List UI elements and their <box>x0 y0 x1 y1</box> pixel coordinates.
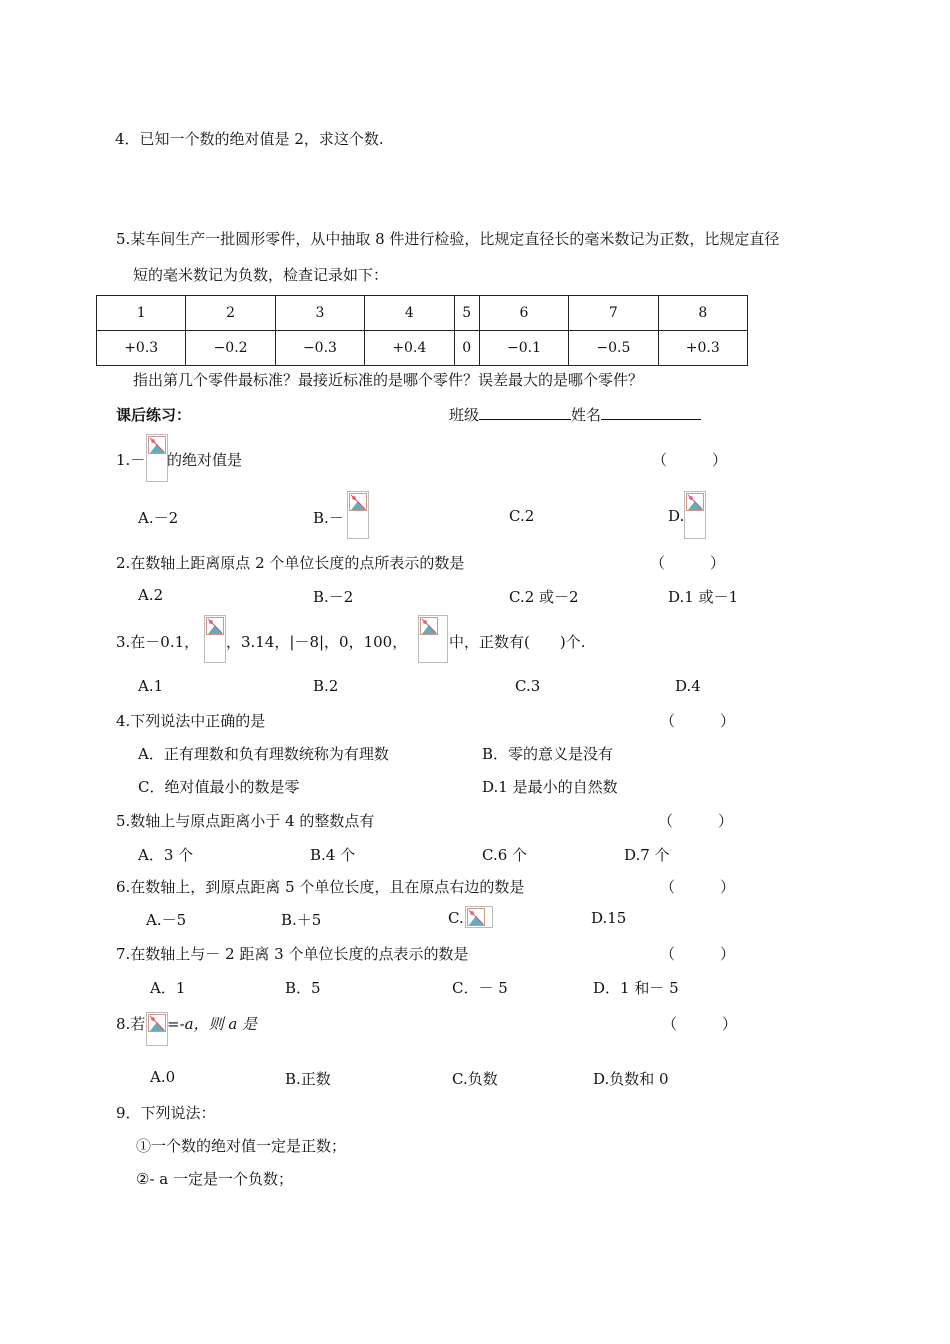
option-b: B.－ <box>313 509 344 527</box>
formula-image-icon <box>204 615 226 663</box>
answer-paren: （ ） <box>660 878 736 896</box>
option-c: C.2 或－2 <box>509 588 579 606</box>
option-c: C. <box>448 909 464 927</box>
problem-9: 9．下列说法： <box>116 1104 216 1122</box>
problem-3-post: 中，正数有( )个. <box>449 633 586 651</box>
table-cell: 1 <box>97 296 186 331</box>
statement-2: ②- a 一定是一个负数； <box>136 1170 293 1188</box>
table-cell: −0.1 <box>479 331 568 366</box>
option-a: A.－5 <box>146 911 187 929</box>
option-a: A．1 <box>150 979 186 997</box>
table-cell: −0.3 <box>275 331 364 366</box>
table-cell: −0.2 <box>186 331 275 366</box>
option-c: C．绝对值最小的数是零 <box>138 778 300 796</box>
table-cell: 4 <box>365 296 454 331</box>
table-cell: 0 <box>454 331 479 366</box>
formula-image-icon <box>146 434 168 482</box>
option-b: B.2 <box>313 677 339 695</box>
question-5-line1: 5.某车间生产一批圆形零件，从中抽取 8 件进行检验，比规定直径长的毫米数记为正数，比规定直径 <box>116 230 780 248</box>
option-a: A．3 个 <box>138 846 194 864</box>
table-cell: −0.5 <box>569 331 658 366</box>
table-cell: 3 <box>275 296 364 331</box>
option-a: A.－2 <box>138 509 179 527</box>
option-c: C.负数 <box>452 1070 498 1088</box>
name-blank[interactable] <box>601 405 701 420</box>
formula-image-icon <box>347 491 369 539</box>
option-c: C.2 <box>509 507 535 525</box>
option-d: D．1 和－ 5 <box>593 979 679 997</box>
option-d: D.1 是最小的自然数 <box>482 778 618 796</box>
table-row-values <box>97 331 748 366</box>
question-4: 4．已知一个数的绝对值是 2，求这个数. <box>115 130 384 148</box>
question-5-prompt: 指出第几个零件最标准？最接近标准的是哪个零件？误差最大的是哪个零件？ <box>133 371 644 389</box>
table-cell: 6 <box>479 296 568 331</box>
formula-image-icon <box>684 491 706 539</box>
answer-paren: （ ） <box>658 812 734 830</box>
problem-7: 7.在数轴上与－ 2 距离 3 个单位长度的点表示的数是 <box>116 945 469 963</box>
table-cell: +0.3 <box>97 331 186 366</box>
table-row-header <box>97 296 748 331</box>
problem-3-pre: 3.在－0.1， <box>116 633 200 651</box>
table-cell: 8 <box>658 296 747 331</box>
practice-title: 课后练习： <box>116 406 192 424</box>
formula-image-icon <box>146 1012 168 1046</box>
option-c: C.6 个 <box>482 846 528 864</box>
option-c: C.3 <box>515 677 541 695</box>
option-a: A.0 <box>150 1068 176 1086</box>
option-d: D.4 <box>675 677 701 695</box>
problem-5: 5.数轴上与原点距离小于 4 的整数点有 <box>116 812 375 830</box>
table-cell: 5 <box>454 296 479 331</box>
table-cell: +0.4 <box>365 331 454 366</box>
option-a: A.2 <box>138 586 164 604</box>
statement-1: ①一个数的绝对值一定是正数； <box>136 1137 347 1155</box>
option-b: B.＋5 <box>281 911 322 929</box>
option-a: A.1 <box>138 677 164 695</box>
problem-1-pre: 1.－ <box>116 451 146 469</box>
answer-paren: （ ） <box>660 712 736 730</box>
option-d: D.15 <box>591 909 627 927</box>
option-d: D.负数和 0 <box>593 1070 669 1088</box>
option-b: B．5 <box>285 979 321 997</box>
option-d: D.7 个 <box>624 846 670 864</box>
problem-3-mid: ，3.14，|－8|，0，100， <box>226 633 408 651</box>
inspection-table <box>96 295 748 366</box>
table-cell: 7 <box>569 296 658 331</box>
formula-image-icon <box>418 615 448 663</box>
problem-2: 2.在数轴上距离原点 2 个单位长度的点所表示的数是 <box>116 554 465 572</box>
question-5-line2: 短的毫米数记为负数，检查记录如下： <box>133 266 389 284</box>
option-c: C．－ 5 <box>452 979 508 997</box>
problem-4: 4.下列说法中正确的是 <box>116 712 266 730</box>
table-cell: 2 <box>186 296 275 331</box>
option-d: D. <box>668 507 685 525</box>
option-b: B.4 个 <box>310 846 356 864</box>
option-a: A．正有理数和负有理数统称为有理数 <box>138 745 389 763</box>
option-b: B．零的意义是没有 <box>482 745 614 763</box>
class-field <box>449 404 701 425</box>
option-b: B.正数 <box>285 1070 331 1088</box>
formula-image-icon <box>465 906 493 928</box>
answer-paren: （ ） <box>660 945 736 963</box>
table-cell: +0.3 <box>658 331 747 366</box>
problem-1-post: 的绝对值是 <box>167 451 243 469</box>
problem-8-pre: 8.若 <box>116 1015 146 1033</box>
problem-6: 6.在数轴上，到原点距离 5 个单位长度，且在原点右边的数是 <box>116 878 525 896</box>
name-label: 姓名 <box>571 406 602 424</box>
problem-8-post: =-a，则 a 是 <box>167 1015 258 1033</box>
option-b: B.－2 <box>313 588 354 606</box>
answer-paren: （ ） <box>652 451 728 469</box>
answer-paren: （ ） <box>650 554 726 572</box>
option-d: D.1 或－1 <box>668 588 739 606</box>
class-label: 班级 <box>449 406 480 424</box>
class-blank[interactable] <box>479 405 571 420</box>
answer-paren: （ ） <box>662 1015 738 1033</box>
